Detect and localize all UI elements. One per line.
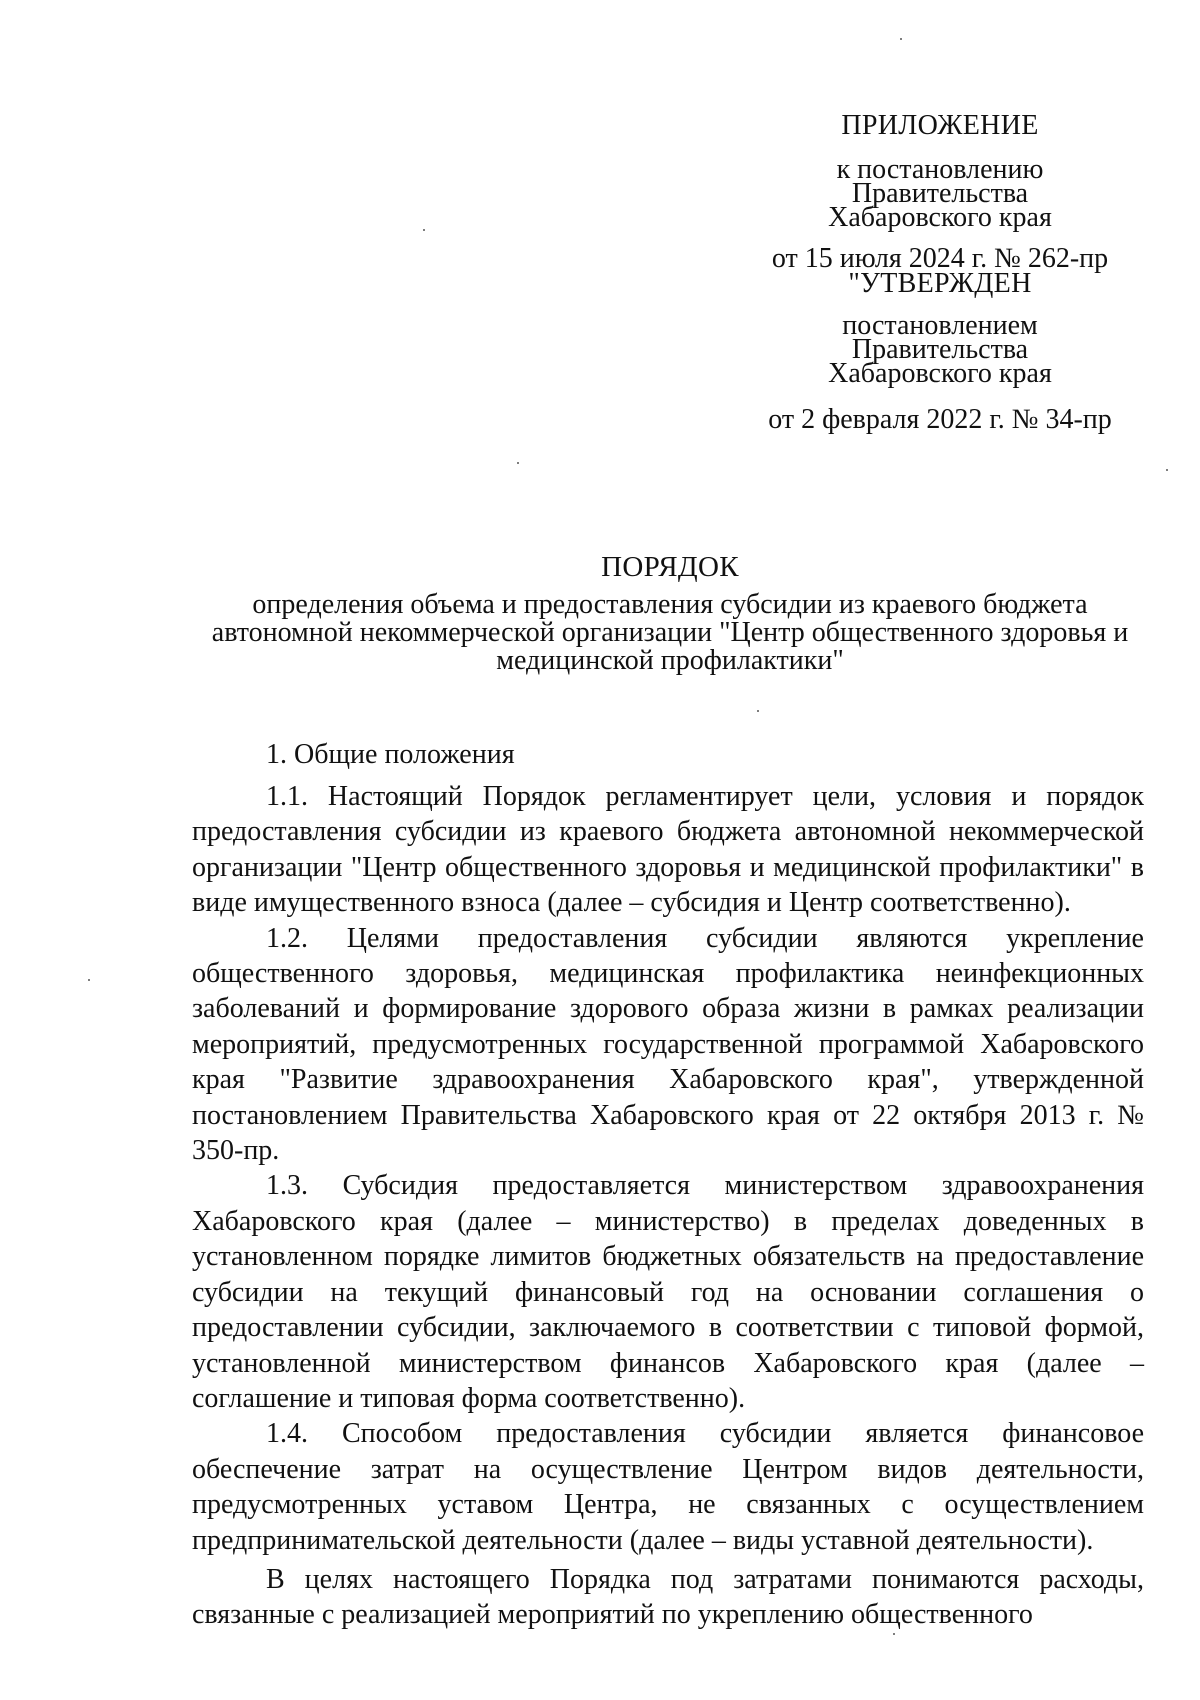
document-subtitle-line-2: автономной некоммерческой организации "Центр общественного здоровья и: [211, 617, 1129, 648]
approved-block: [740, 269, 1140, 435]
section-heading: 1. Общие положения: [266, 739, 515, 770]
paragraph-1-2: 1.2. Целями предоставления субсидии являются укрепление общественного здоровья, медицинская профилактика неинфекционных заболеваний и формирование здорового образа жизни в рамках реализации мероприятий, предусмотренных государственной программой Хабаровского края "Развитие здравоохранения Хабаровского края", утвержденной постановлением Правительства Хабаровского края от 22 октября 2013 г. № 350-пр.: [192, 922, 1144, 1167]
scan-speck: [893, 1633, 895, 1635]
document-subtitle-line-3: медицинской профилактики": [496, 645, 844, 676]
approved-line-2: Правительства: [851, 334, 1029, 365]
document-subtitle-line-1: определения объема и предоставления субсидии из краевого бюджета: [252, 589, 1088, 620]
appendix-heading: ПРИЛОЖЕНИЕ: [841, 110, 1039, 141]
scan-speck: [757, 710, 759, 712]
scan-speck: [517, 462, 519, 464]
appendix-line-3: Хабаровского края: [828, 202, 1052, 233]
scan-speck: [1166, 469, 1168, 471]
document-title: ПОРЯДОК: [601, 551, 739, 583]
appendix-line-1: к постановлению: [836, 154, 1044, 185]
paragraph-1-3: 1.3. Субсидия предоставляется министерством здравоохранения Хабаровского края (далее – министерство) в пределах доведенных в установленном порядке лимитов бюджетных обязательств на предоставление субсидии на текущий финансовый год на основании соглашения о предоставлении субсидии, заключаемого в соответствии с типовой формой, установленной министерством финансов Хабаровского края (далее – соглашение и типовая форма соответственно).: [192, 1170, 1144, 1414]
section-body: [192, 779, 1144, 1633]
approved-heading: "УТВЕРЖДЕН: [848, 268, 1032, 299]
appendix-block: [740, 111, 1140, 274]
scan-speck: [900, 38, 902, 40]
scan-speck: [88, 979, 90, 981]
appendix-line-2: Правительства: [851, 178, 1029, 209]
document-title-block: [180, 553, 1160, 675]
approved-line-3: Хабаровского края: [828, 358, 1052, 389]
scan-speck: [423, 229, 425, 231]
paragraph-1-4: 1.4. Способом предоставления субсидии является финансовое обеспечение затрат на осуществление Центром видов деятельности, предусмотренных уставом Центра, не связанных с осуществлением предпринимательской деятельности (далее – виды уставной деятельности).: [192, 1418, 1144, 1556]
paragraph-1-1: 1.1. Настоящий Порядок регламентирует цели, условия и порядок предоставления субсидии из краевого бюджета автономной некоммерческой организации "Центр общественного здоровья и медицинской профилактики" в виде имущественного взноса (далее – субсидия и Центр соответственно).: [192, 781, 1144, 919]
approved-date: от 2 февраля 2022 г. № 34-пр: [768, 404, 1112, 435]
appendix-date: от 15 июля 2024 г. № 262-пр: [771, 243, 1109, 274]
paragraph-costs: В целях настоящего Порядка под затратами понимаются расходы, связанные с реализацией мероприятий по укреплению общественного: [192, 1563, 1144, 1631]
approved-line-1: постановлением: [842, 310, 1038, 341]
